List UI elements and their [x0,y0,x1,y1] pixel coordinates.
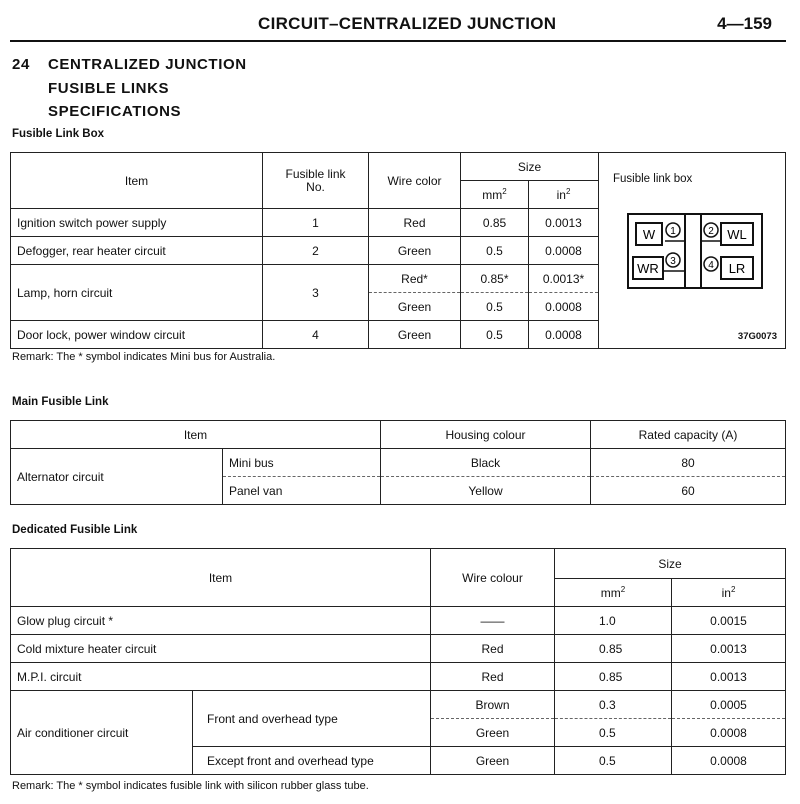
link-4-number: 4 [708,260,714,271]
col-header-in-text: in [556,188,566,202]
table-cell-color: Green [369,293,461,321]
table-cell-in: 0.0005 [672,691,786,719]
table-cell-in: 0.0015 [672,607,786,635]
table-cell-in: 0.0013 [672,635,786,663]
table-cell-in: 0.0008 [672,719,786,747]
col-header-housing: Housing colour [381,421,591,449]
table-row-item: Glow plug circuit * [11,607,431,635]
table-row-item: Defogger, rear heater circuit [11,237,263,265]
col-header-mm-text: mm [600,586,621,600]
table-cell-housing: Black [381,449,591,477]
table-cell-capacity: 60 [591,477,786,505]
col-header-mm-text: mm [482,188,503,202]
box-center-bar [685,214,701,288]
box-outline [628,214,762,288]
col-header-link-no [263,153,369,209]
section-number: 24 [12,56,30,73]
table-cell-color: Red [431,663,555,691]
col-header-capacity: Rated capacity (A) [591,421,786,449]
table-cell-in: 0.0013* [529,265,599,293]
table-cell-color: Green [369,321,461,349]
page-number: 4—159 [717,14,772,33]
table-cell-in: 0.0008 [529,321,599,349]
table-cell-color: Green [369,237,461,265]
air-conditioner-circuit-label: Air conditioner circuit [11,691,193,775]
terminal-lr-label: LR [728,261,746,276]
col-header-wire-color: Wire color [369,153,461,209]
table-cell-mm: 0.85 [555,635,672,663]
col-header-size: Size [461,153,599,181]
col-header-mm: $mm^2$ [555,579,672,607]
table-cell-color: Red* [369,265,461,293]
col-header-link-no-line2: No. [306,179,325,194]
table-cell-housing: Yellow [381,477,591,505]
table-cell-color: Green [431,747,555,775]
table-row-item: Ignition switch power supply [11,209,263,237]
fusible-link-box-remark: Remark: The * symbol indicates Mini bus for Australia. [12,351,276,363]
table-row-item: Lamp, horn circuit [11,265,263,321]
col-header-item: Item [11,153,263,209]
table-row-item: Cold mixture heater circuit [11,635,431,663]
table-row-item: M.P.I. circuit [11,663,431,691]
table-cell-color: Red [369,209,461,237]
col-header-mm: $mm^2$ [461,181,529,209]
section-subtitle: FUSIBLE LINKS [48,80,170,97]
header-rule [10,40,786,42]
table-cell-in: 0.0008 [529,237,599,265]
col-header-wire-colour: Wire colour [431,549,555,607]
table-cell-mm: 0.5 [555,719,672,747]
table-cell-mm: 0.85 [555,663,672,691]
fusible-link-box-heading: Fusible Link Box [12,128,105,140]
table-cell-no: 3 [263,265,369,321]
section-title: CENTRALIZED JUNCTION [48,56,247,73]
table-cell-mm: 0.3 [555,691,672,719]
col-header-size: Size [555,549,786,579]
table-cell-color: Green [431,719,555,747]
table-cell-mm: 0.5 [461,293,529,321]
main-fusible-link-table [10,420,786,505]
fusible-link-box-diagram-cell [599,153,786,349]
dedicated-fusible-link-remark: Remark: The * symbol indicates fusible link with silicon rubber glass tube. [12,780,369,792]
dedicated-fusible-link-heading: Dedicated Fusible Link [12,524,138,536]
link-2-number: 2 [708,226,714,237]
link-3-number: 3 [670,256,676,267]
dedicated-fusible-link-table [10,548,786,775]
col-header-in: $in^2$ [529,181,599,209]
table-cell-mm: 0.85 [461,209,529,237]
table-cell-mm: 0.5 [555,747,672,775]
table-cell-mm: 1.0 [555,607,672,635]
ac-type-except-front-overhead: Except front and overhead type [193,747,431,775]
table-cell-in: 0.0008 [529,293,599,321]
table-cell-mm: 0.85* [461,265,529,293]
table-cell-color: —— [431,607,555,635]
page-header [0,0,800,44]
col-header-in: $in^2$ [672,579,786,607]
table-cell-mm: 0.5 [461,321,529,349]
section-subtitle-2: SPECIFICATIONS [48,103,182,120]
col-header-item: Item [11,549,431,607]
col-header-item: Item [11,421,381,449]
terminal-wl-label: WL [727,227,747,242]
terminal-wr-label: WR [637,261,659,276]
alternator-circuit-label: Alternator circuit [11,449,223,505]
table-cell-in: 0.0013 [529,209,599,237]
table-cell-no: 2 [263,237,369,265]
table-cell-no: 1 [263,209,369,237]
table-cell-color: Red [431,635,555,663]
fusible-link-box-caption: Fusible link box [613,173,693,185]
table-cell-in: 0.0008 [672,747,786,775]
main-fusible-link-heading: Main Fusible Link [12,396,109,408]
table-row-item: Door lock, power window circuit [11,321,263,349]
col-header-in-text: in [721,586,731,600]
terminal-w-label: W [642,227,656,242]
table-cell-mm: 0.5 [461,237,529,265]
col-header-link-no-line1: Fusible link [285,166,346,181]
table-cell-variant: Mini bus [223,449,381,477]
diagram-code: 37G0073 [737,331,777,342]
table-cell-variant: Panel van [223,477,381,505]
table-cell-no: 4 [263,321,369,349]
ac-type-front-overhead: Front and overhead type [193,691,431,747]
table-cell-color: Brown [431,691,555,719]
fusible-link-box-diagram [627,213,763,289]
header-title: CIRCUIT–CENTRALIZED JUNCTION [258,14,557,33]
table-cell-capacity: 80 [591,449,786,477]
fusible-link-box-table [10,152,786,349]
table-cell-in: 0.0013 [672,663,786,691]
link-1-number: 1 [670,226,676,237]
